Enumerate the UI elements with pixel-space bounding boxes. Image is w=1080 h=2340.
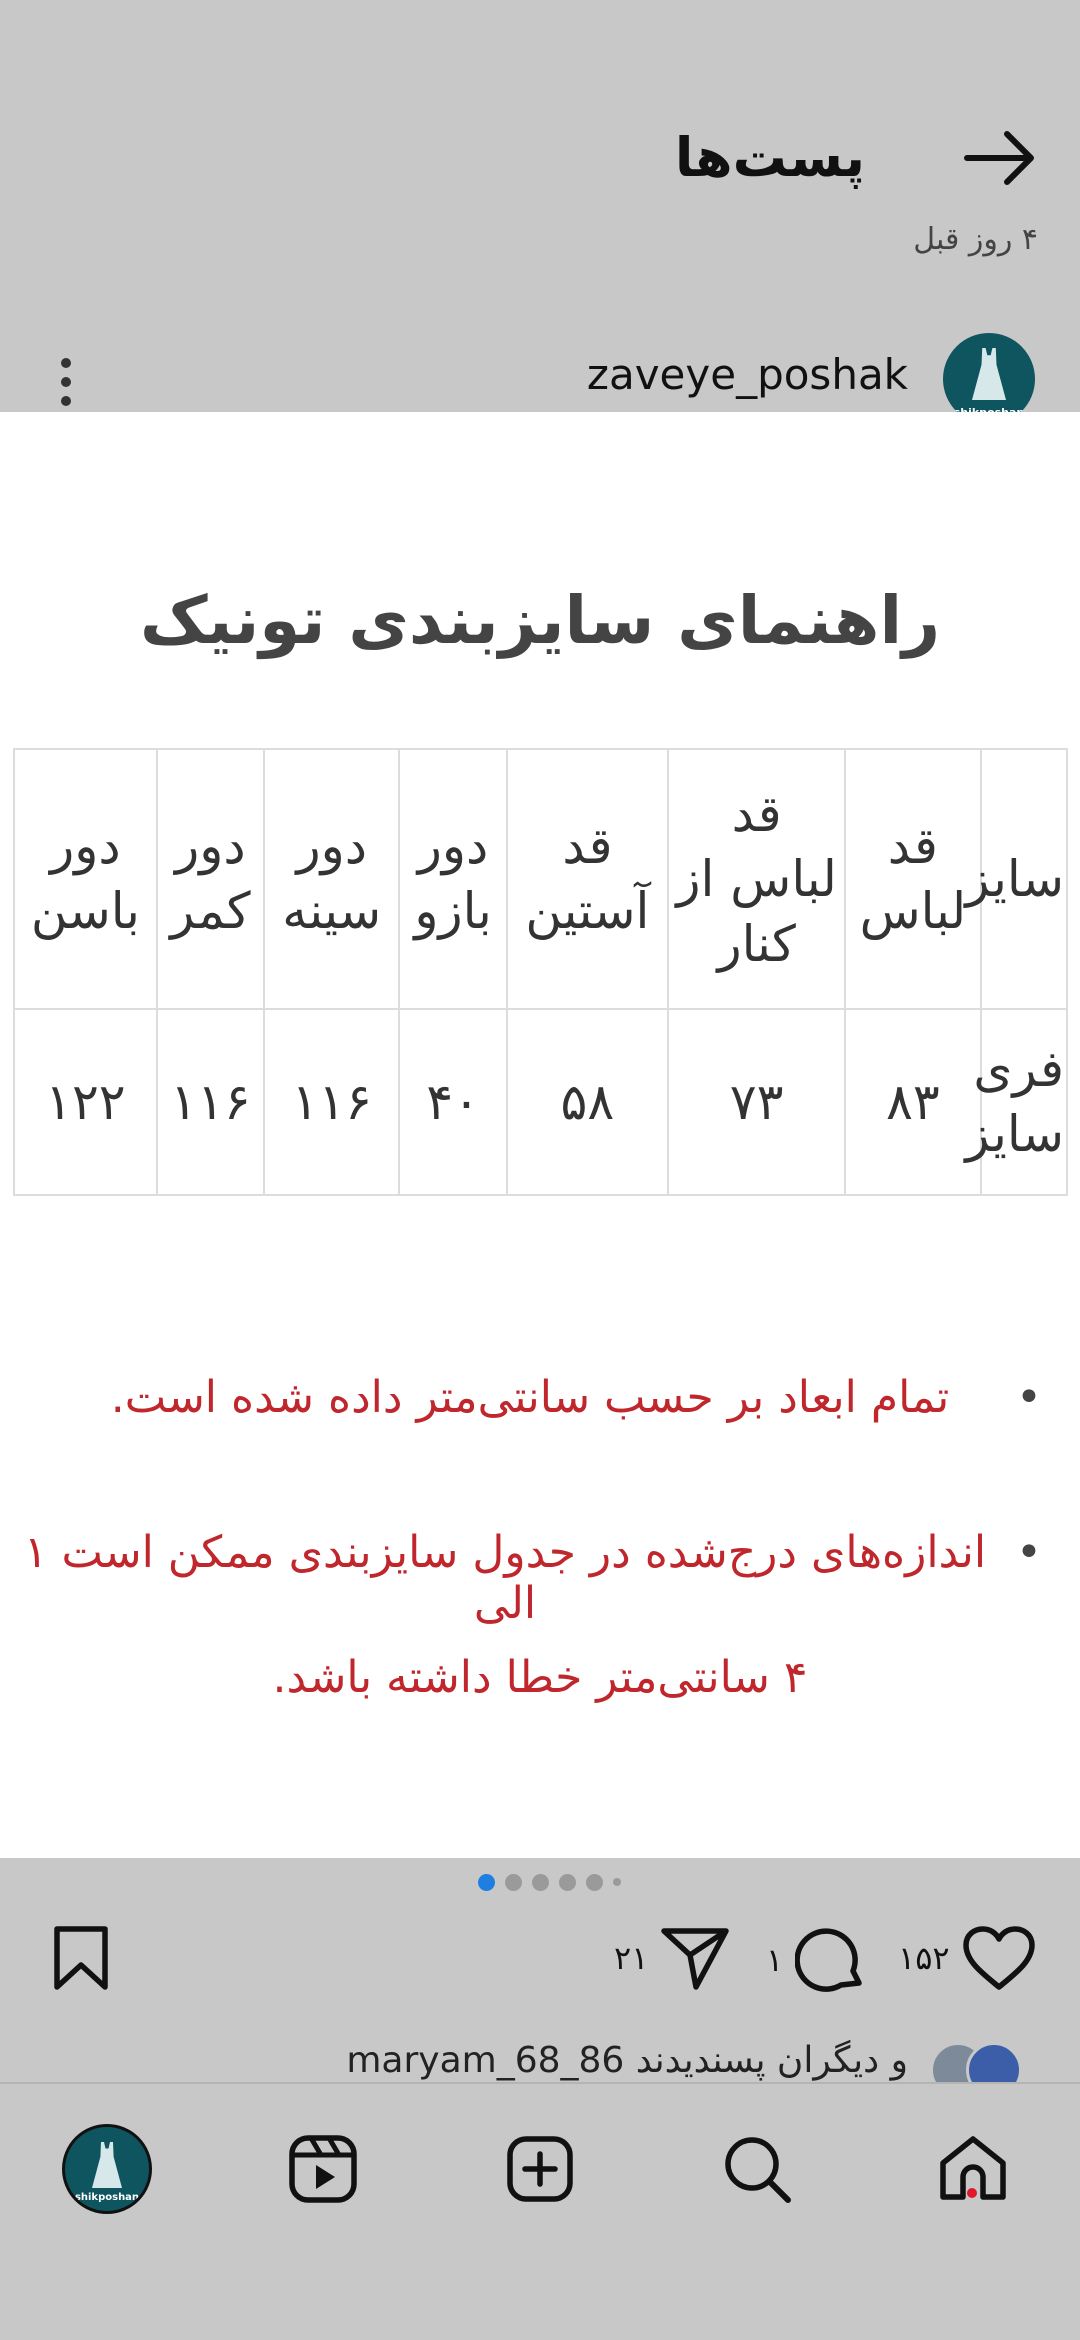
liked-by[interactable] bbox=[0, 2034, 1080, 2082]
table-header: سایز bbox=[981, 749, 1067, 1009]
more-options-button[interactable] bbox=[46, 352, 86, 412]
nav-search[interactable] bbox=[702, 2114, 812, 2224]
send-icon bbox=[660, 1925, 730, 1991]
likes-count: ۱۵۲ bbox=[898, 1939, 950, 1977]
nav-reels[interactable] bbox=[268, 2114, 378, 2224]
table-cell: ۱۱۶ bbox=[264, 1009, 399, 1195]
notification-dot bbox=[967, 2188, 977, 2198]
comments-count: ۱ bbox=[766, 1941, 784, 1979]
like-button[interactable] bbox=[898, 1925, 1036, 1991]
more-dot-icon bbox=[61, 358, 71, 368]
carousel-dot bbox=[613, 1878, 621, 1886]
table-header: دور سینه bbox=[264, 749, 399, 1009]
note-text: اندازه‌های درج‌شده در جدول سایزبندی ممکن است ۱ الی bbox=[23, 1527, 987, 1629]
size-table bbox=[13, 748, 1068, 1196]
bookmark-icon bbox=[52, 1925, 110, 1991]
more-dot-icon bbox=[61, 396, 71, 406]
bullet-icon: • bbox=[1016, 1372, 1042, 1423]
comment-button[interactable] bbox=[766, 1925, 865, 1995]
table-cell: ۱۱۶ bbox=[157, 1009, 264, 1195]
table-cell: ۵۸ bbox=[507, 1009, 668, 1195]
carousel-dot bbox=[532, 1874, 549, 1891]
dress-icon bbox=[92, 2142, 122, 2188]
table-row bbox=[14, 1009, 1067, 1195]
share-button[interactable] bbox=[614, 1925, 730, 1991]
author-username[interactable]: zaveye_poshak bbox=[586, 350, 908, 399]
shares-count: ۲۱ bbox=[614, 1939, 649, 1977]
carousel-dot bbox=[478, 1874, 495, 1891]
save-button[interactable] bbox=[52, 1925, 110, 1991]
arrow-right-icon bbox=[963, 130, 1037, 186]
post-time: ۴ روز قبل bbox=[913, 222, 1038, 257]
post-actions bbox=[0, 1915, 1080, 2015]
avatar-brand-text: shikposhan bbox=[74, 2192, 140, 2203]
table-cell: ۱۲۲ bbox=[14, 1009, 157, 1195]
nav-create[interactable] bbox=[485, 2114, 595, 2224]
table-header: دور باسن bbox=[14, 749, 157, 1009]
table-header: قد لباس از کنار bbox=[668, 749, 845, 1009]
carousel-dot bbox=[505, 1874, 522, 1891]
table-cell: ۷۳ bbox=[668, 1009, 845, 1195]
more-dot-icon bbox=[61, 377, 71, 387]
nav-home[interactable] bbox=[918, 2114, 1028, 2224]
back-button[interactable] bbox=[955, 118, 1045, 198]
note-text: ۴ سانتی‌متر خطا داشته باشد. bbox=[272, 1652, 808, 1703]
table-header-row bbox=[14, 749, 1067, 1009]
carousel-dot bbox=[586, 1874, 603, 1891]
table-cell: ۴۰ bbox=[399, 1009, 506, 1195]
carousel-indicator bbox=[478, 1872, 621, 1892]
size-guide-title: راهنمای سایزبندی تونیک bbox=[139, 582, 941, 659]
bottom-nav bbox=[0, 2082, 1080, 2340]
search-icon bbox=[722, 2134, 792, 2204]
reels-icon bbox=[287, 2133, 359, 2205]
carousel-dot bbox=[559, 1874, 576, 1891]
plus-square-icon bbox=[505, 2134, 575, 2204]
page-title: پست‌ها bbox=[674, 126, 865, 189]
post-image[interactable] bbox=[0, 412, 1080, 1858]
post-header bbox=[0, 0, 1080, 412]
comment-icon bbox=[795, 1925, 865, 1995]
table-header: قد لباس bbox=[845, 749, 980, 1009]
liked-by-text: و دیگران پسندیدند maryam_68_86 bbox=[346, 2040, 908, 2081]
profile-avatar bbox=[62, 2124, 152, 2214]
note-text: تمام ابعاد بر حسب سانتی‌متر داده شده است. bbox=[110, 1372, 950, 1423]
dress-icon bbox=[972, 348, 1006, 400]
nav-profile[interactable] bbox=[52, 2114, 162, 2224]
table-header: دور کمر bbox=[157, 749, 264, 1009]
table-cell: ۸۳ bbox=[845, 1009, 980, 1195]
heart-icon bbox=[962, 1925, 1036, 1991]
liked-by-avatars bbox=[930, 2042, 1030, 2082]
table-header: قد آستین bbox=[507, 749, 668, 1009]
table-header: دور بازو bbox=[399, 749, 506, 1009]
bullet-icon: • bbox=[1016, 1527, 1042, 1578]
table-cell: فری سایز bbox=[981, 1009, 1067, 1195]
